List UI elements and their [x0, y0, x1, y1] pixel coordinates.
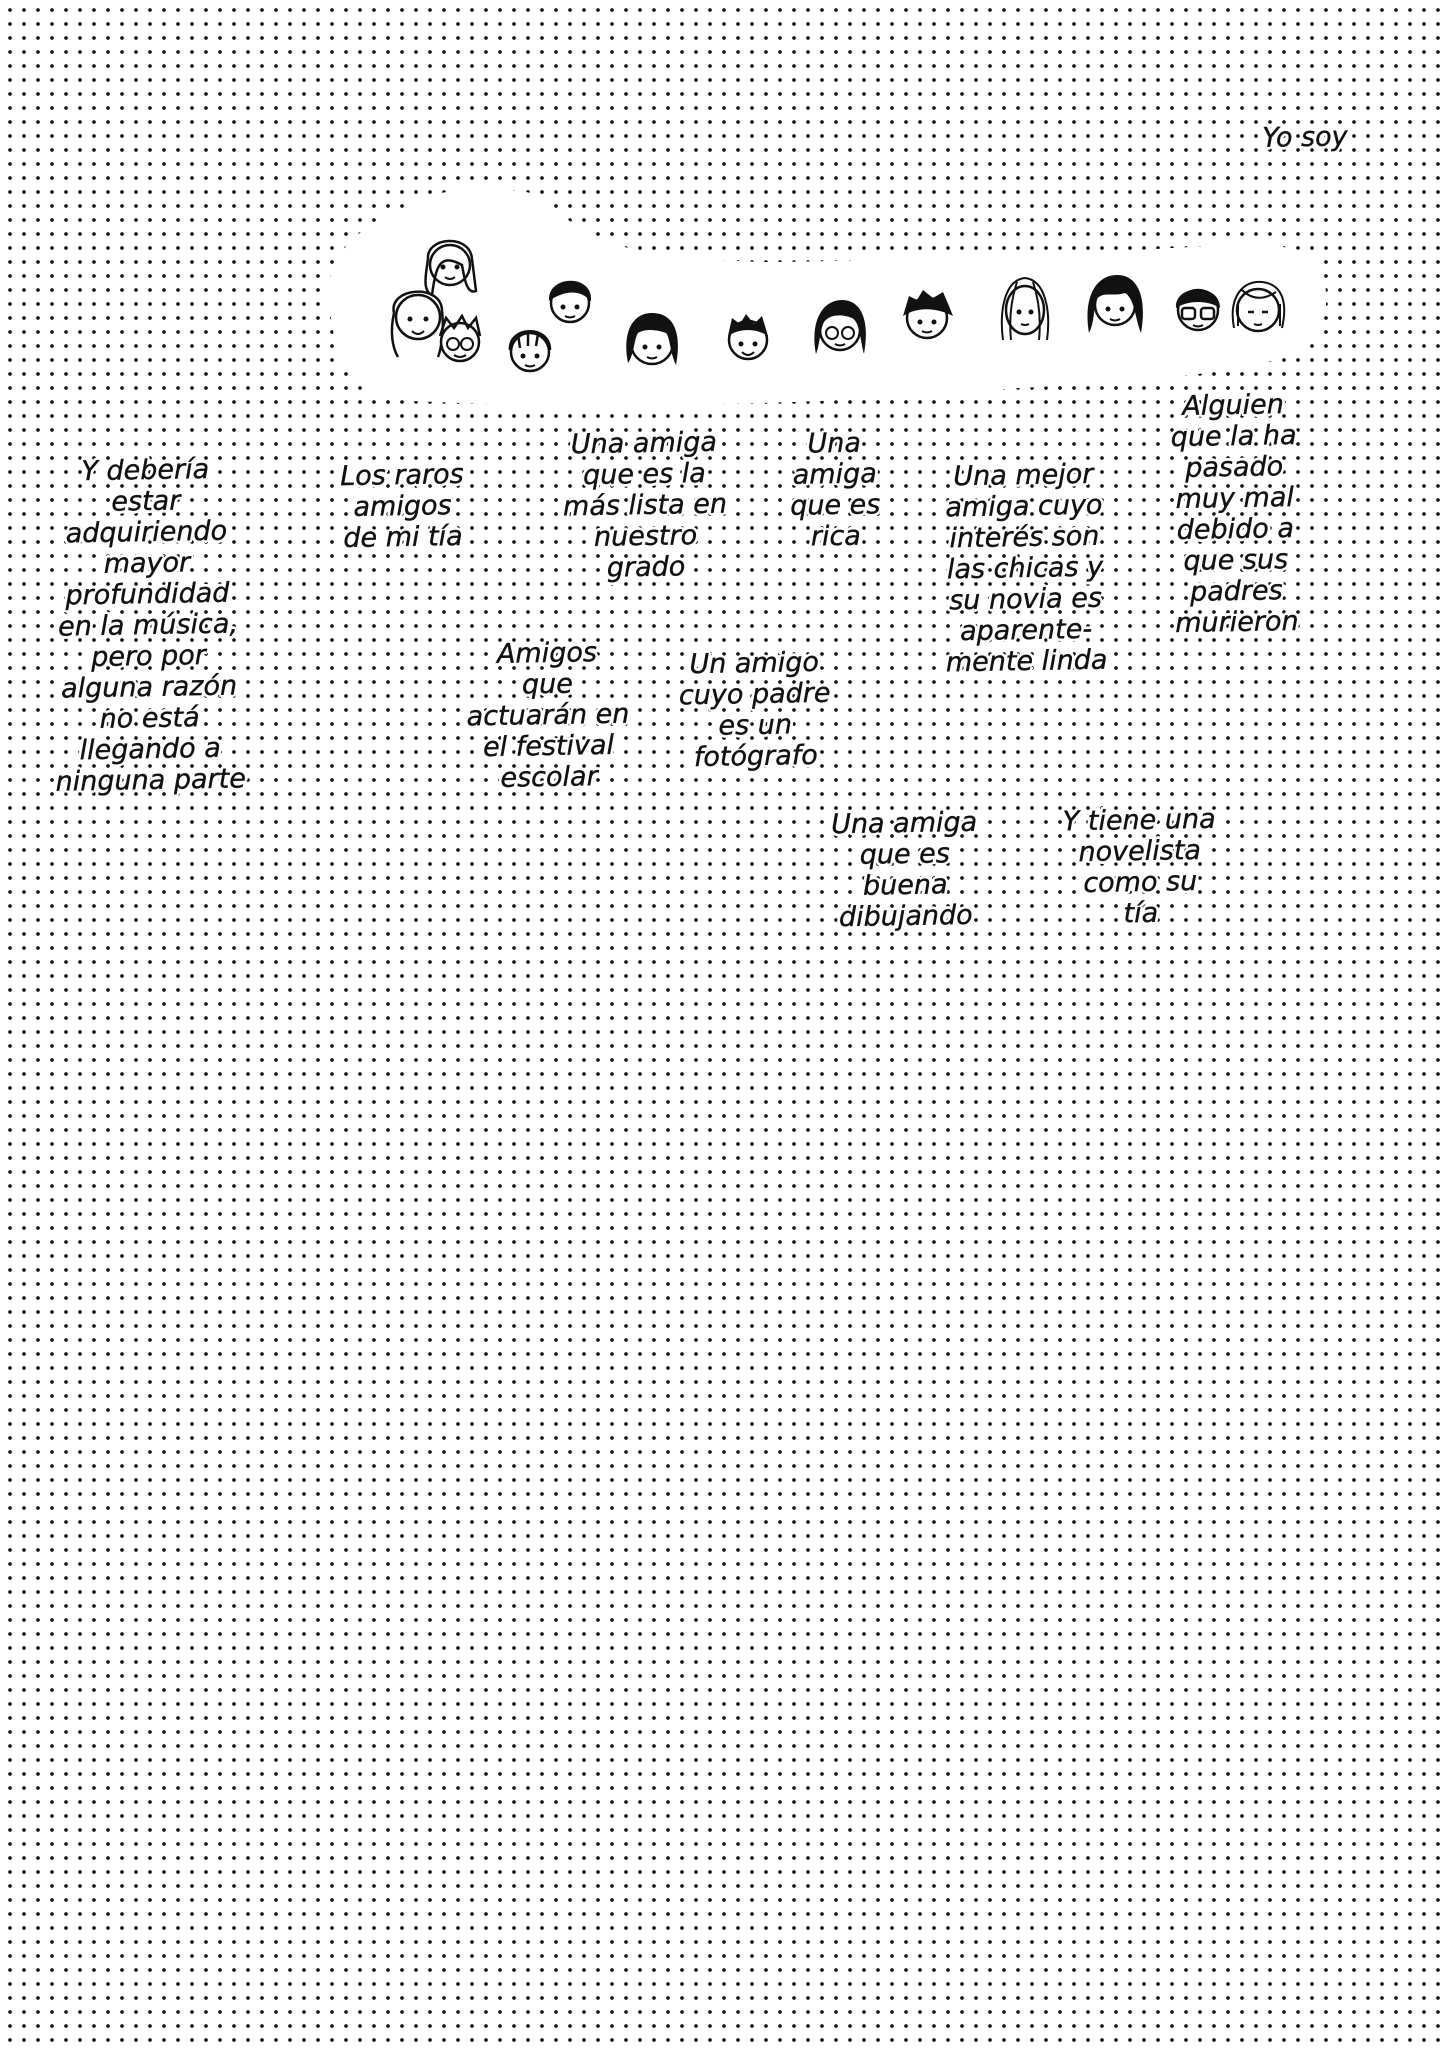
caption-line: amigos: [353, 490, 452, 523]
character-head: [510, 331, 550, 371]
caption-line: llegando a: [79, 732, 222, 767]
caption-line: que es: [859, 838, 951, 871]
caption-line: profundidad: [65, 577, 230, 612]
caption-line: Un amigo: [689, 646, 820, 681]
caption-line: tía: [1123, 897, 1159, 930]
caption-line: dibujando: [838, 899, 973, 934]
caption-line: que la ha: [1170, 419, 1297, 454]
caption-music: [35, 453, 261, 798]
caption-line: actuarán en: [466, 698, 630, 733]
caption-line: fotógrafo: [693, 739, 819, 774]
caption-line: escolar: [500, 761, 598, 794]
caption-line: murieron: [1174, 605, 1299, 640]
caption-line: Una amiga: [570, 426, 718, 461]
caption-line: estar: [111, 485, 181, 518]
caption-line: que es: [789, 489, 881, 522]
caption-line: mayor: [103, 547, 191, 580]
caption-line: las chicas y: [946, 551, 1104, 586]
caption-line: más lista en: [562, 488, 728, 523]
caption-drawing: [804, 806, 1006, 933]
caption-line: es un: [718, 709, 793, 742]
caption-line: mente linda: [945, 644, 1108, 679]
caption-line: padres: [1189, 575, 1283, 608]
caption-line: Amigos: [496, 637, 598, 670]
caption-line: Y tiene una: [1062, 803, 1216, 838]
caption-line: alguna razón: [60, 670, 238, 705]
caption-line: rica: [810, 520, 862, 553]
character-head: [550, 282, 590, 322]
caption-weird-friends: [314, 458, 491, 554]
caption-line: no está: [99, 702, 200, 735]
caption-line: Los raros: [339, 458, 464, 493]
caption-line: Una amiga: [830, 806, 978, 841]
caption-line: su novia es: [948, 582, 1103, 617]
character-lineup-panel: [0, 0, 1440, 440]
caption-line: que es la: [582, 457, 707, 492]
caption-line: Yo soy: [1262, 121, 1348, 154]
character-head: [451, 260, 453, 262]
caption-line: adquiriendo: [65, 515, 228, 550]
caption-line: como su: [1083, 866, 1198, 899]
caption-rich: [769, 427, 901, 553]
caption-line: Una mejor: [953, 458, 1094, 493]
character-head: [1176, 289, 1220, 330]
caption-line: grado: [606, 551, 686, 584]
caption-line: de mi tía: [343, 520, 463, 555]
character-head: [728, 314, 768, 359]
caption-festival: [447, 636, 650, 794]
intro-caption: [1230, 121, 1381, 155]
caption-smartest: [539, 426, 752, 585]
caption-line: que sus: [1183, 544, 1289, 577]
caption-line: nuestro: [593, 520, 698, 553]
caption-line: pasado: [1184, 451, 1284, 484]
caption-line: buena: [862, 869, 948, 902]
caption-hard-time: [1143, 388, 1327, 639]
caption-line: aparente-: [959, 613, 1093, 648]
caption-line: debido a: [1176, 512, 1295, 547]
caption-line: amiga: [792, 458, 878, 491]
caption-line: cuyo padre: [678, 677, 831, 712]
caption-line: amiga cuyo: [945, 489, 1103, 524]
caption-line: ninguna parte: [55, 763, 247, 798]
caption-line: Alguien: [1182, 389, 1285, 422]
caption-line: en la música,: [57, 608, 239, 643]
caption-line: interés son: [949, 520, 1100, 555]
caption-novelist: [1034, 803, 1246, 931]
caption-line: muy mal: [1175, 481, 1295, 516]
caption-line: Una: [807, 427, 862, 460]
caption-photographer: [654, 646, 856, 773]
caption-line: pero por: [90, 639, 207, 673]
caption-line: que: [521, 668, 574, 701]
caption-best-friend: [923, 458, 1127, 678]
caption-line: Y debería: [81, 453, 210, 488]
caption-line: novelista: [1078, 834, 1202, 869]
caption-line: el festival: [482, 729, 615, 764]
